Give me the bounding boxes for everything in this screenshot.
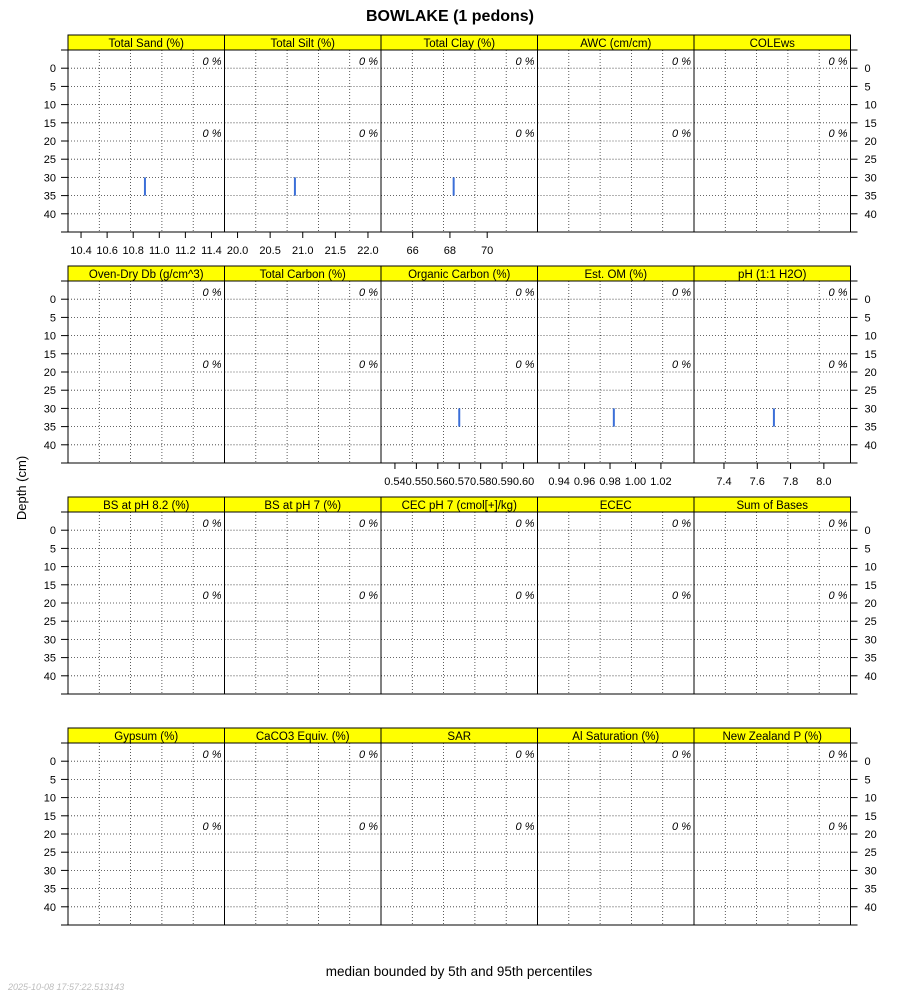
- depth-tick-label-left: 25: [43, 385, 56, 398]
- percent-label: 0 %: [828, 359, 848, 371]
- panel-strip-label: Total Silt (%): [270, 38, 336, 50]
- depth-tick-label-left: 35: [43, 883, 56, 896]
- depth-tick-label-right: 35: [864, 190, 877, 203]
- panel-strip-label: BS at pH 7 (%): [264, 500, 342, 512]
- percent-label: 0 %: [828, 287, 848, 299]
- x-tick-label: 20.0: [226, 245, 249, 257]
- depth-tick-label-left: 10: [43, 792, 56, 805]
- percent-label: 0 %: [515, 518, 535, 530]
- percent-label: 0 %: [515, 749, 535, 761]
- depth-tick-label-left: 10: [43, 99, 56, 112]
- depth-tick-label-left: 20: [43, 829, 56, 841]
- depth-tick-label-right: 25: [864, 385, 877, 398]
- depth-tick-label-right: 40: [864, 670, 877, 683]
- depth-tick-label-left: 10: [43, 330, 56, 343]
- depth-tick-label-right: 30: [864, 865, 877, 878]
- percent-label: 0 %: [672, 821, 691, 833]
- depth-tick-label-left: 0: [49, 756, 56, 769]
- depth-tick-label-right: 30: [864, 403, 877, 416]
- percent-label: 0 %: [515, 128, 535, 140]
- depth-tick-label-right: 20: [864, 136, 877, 148]
- depth-tick-label-right: 10: [864, 99, 877, 112]
- percent-label: 0 %: [359, 287, 378, 299]
- panel-strip-label: AWC (cm/cm): [580, 38, 652, 50]
- depth-tick-label-right: 30: [864, 634, 877, 647]
- percent-label: 0 %: [359, 128, 378, 140]
- x-tick-label: 11.2: [175, 245, 196, 257]
- depth-tick-label-right: 25: [864, 847, 877, 860]
- depth-tick-label-left: 0: [49, 63, 56, 76]
- depth-tick-label-left: 0: [49, 294, 56, 307]
- panel-strip-label: Total Sand (%): [108, 38, 184, 50]
- depth-tick-label-right: 40: [864, 439, 877, 452]
- x-tick-label: 7.6: [749, 476, 765, 488]
- depth-tick-label-right: 30: [864, 172, 877, 185]
- x-tick-label: 0.56: [427, 476, 449, 488]
- panel-strip-label: COLEws: [749, 38, 795, 50]
- depth-tick-label-right: 10: [864, 561, 877, 574]
- x-tick-label: 0.58: [469, 476, 492, 488]
- panel-strip-label: Total Clay (%): [423, 38, 496, 50]
- depth-tick-label-left: 35: [43, 421, 56, 434]
- panel-strip-label: Organic Carbon (%): [408, 269, 511, 281]
- x-tick-label: 0.57: [448, 476, 470, 488]
- depth-tick-label-right: 5: [864, 81, 871, 94]
- percent-label: 0 %: [359, 821, 378, 833]
- depth-tick-label-left: 5: [49, 312, 56, 325]
- panel-strip-label: BS at pH 8.2 (%): [103, 500, 190, 512]
- percent-label: 0 %: [672, 287, 691, 299]
- x-tick-label: 0.54: [384, 476, 406, 488]
- y-axis-title: Depth (cm): [14, 455, 29, 521]
- percent-label: 0 %: [202, 590, 222, 602]
- depth-tick-label-right: 0: [864, 756, 871, 769]
- depth-tick-label-right: 25: [864, 154, 877, 167]
- x-tick-label: 70: [481, 245, 494, 257]
- depth-tick-label-left: 15: [43, 579, 56, 592]
- percent-label: 0 %: [828, 518, 848, 530]
- percent-label: 0 %: [359, 518, 378, 530]
- depth-tick-label-right: 15: [864, 117, 877, 130]
- depth-tick-label-right: 35: [864, 883, 877, 896]
- depth-tick-label-left: 5: [49, 774, 56, 787]
- x-tick-label: 0.55: [405, 476, 428, 488]
- depth-tick-label-right: 40: [864, 208, 877, 221]
- depth-tick-label-left: 30: [43, 403, 56, 416]
- percent-label: 0 %: [828, 749, 848, 761]
- percent-label: 0 %: [359, 359, 378, 371]
- percent-label: 0 %: [515, 821, 535, 833]
- x-tick-label: 10.6: [96, 245, 118, 257]
- percent-label: 0 %: [359, 590, 378, 602]
- percent-label: 0 %: [515, 359, 535, 371]
- x-tick-label: 7.4: [716, 476, 732, 488]
- x-tick-label: 10.4: [70, 245, 92, 257]
- percent-label: 0 %: [672, 749, 691, 761]
- depth-tick-label-left: 30: [43, 865, 56, 878]
- panel-strip-label: Est. OM (%): [584, 269, 648, 281]
- depth-tick-label-right: 0: [864, 294, 871, 307]
- x-tick-label: 20.5: [259, 245, 281, 257]
- depth-tick-label-left: 5: [49, 81, 56, 94]
- depth-tick-label-left: 25: [43, 847, 56, 860]
- percent-label: 0 %: [202, 128, 222, 140]
- depth-tick-label-left: 40: [43, 901, 56, 914]
- depth-tick-label-left: 40: [43, 208, 56, 221]
- percent-label: 0 %: [202, 359, 222, 371]
- x-tick-label: 0.98: [599, 476, 621, 488]
- panel-strip-label: New Zealand P (%): [722, 731, 822, 743]
- depth-tick-label-right: 15: [864, 810, 877, 823]
- percent-label: 0 %: [515, 590, 535, 602]
- percent-label: 0 %: [672, 56, 691, 68]
- chart-caption: median bounded by 5th and 95th percentiles: [325, 964, 593, 979]
- depth-tick-label-left: 25: [43, 154, 56, 167]
- percent-label: 0 %: [202, 518, 222, 530]
- depth-tick-label-right: 25: [864, 616, 877, 629]
- depth-tick-label-left: 5: [49, 543, 56, 556]
- panel-strip-label: Oven-Dry Db (g/cm^3): [88, 269, 204, 281]
- depth-tick-label-left: 30: [43, 634, 56, 647]
- percent-label: 0 %: [828, 56, 848, 68]
- x-tick-label: 68: [443, 245, 457, 257]
- percent-label: 0 %: [828, 590, 848, 602]
- percent-label: 0 %: [202, 749, 222, 761]
- depth-tick-label-right: 10: [864, 330, 877, 343]
- percent-label: 0 %: [359, 749, 378, 761]
- panel-strip-label: CaCO3 Equiv. (%): [255, 731, 350, 743]
- percent-label: 0 %: [672, 128, 691, 140]
- x-tick-label: 1.02: [650, 476, 672, 488]
- depth-tick-label-left: 20: [43, 598, 56, 610]
- depth-tick-label-left: 40: [43, 670, 56, 683]
- panel-strip-label: Al Saturation (%): [572, 731, 660, 743]
- depth-tick-label-right: 20: [864, 598, 877, 610]
- percent-label: 0 %: [672, 359, 691, 371]
- depth-tick-label-right: 35: [864, 652, 877, 665]
- depth-tick-label-right: 0: [864, 63, 871, 76]
- depth-tick-label-left: 20: [43, 367, 56, 379]
- percent-label: 0 %: [359, 56, 378, 68]
- panel-strip-label: Gypsum (%): [114, 731, 179, 743]
- percent-label: 0 %: [515, 287, 535, 299]
- depth-tick-label-left: 25: [43, 616, 56, 629]
- depth-tick-label-left: 15: [43, 117, 56, 130]
- panel-strip-label: CEC pH 7 (cmol[+]/kg): [401, 500, 517, 512]
- percent-label: 0 %: [515, 56, 535, 68]
- depth-tick-label-left: 30: [43, 172, 56, 185]
- timestamp: 2025-10-08 17:57:22.513143: [8, 982, 125, 992]
- percent-label: 0 %: [202, 821, 222, 833]
- x-tick-label: 66: [406, 245, 419, 257]
- percent-label: 0 %: [672, 590, 691, 602]
- panel-strip-label: ECEC: [599, 500, 632, 512]
- x-tick-label: 7.8: [782, 476, 799, 488]
- depth-tick-label-right: 0: [864, 525, 871, 538]
- x-tick-label: 11.0: [148, 245, 170, 257]
- depth-tick-label-right: 15: [864, 348, 877, 361]
- depth-tick-label-left: 0: [49, 525, 56, 538]
- depth-tick-label-left: 10: [43, 561, 56, 574]
- depth-tick-label-right: 40: [864, 901, 877, 914]
- percent-label: 0 %: [828, 128, 848, 140]
- x-tick-label: 8.0: [816, 476, 832, 488]
- depth-tick-label-right: 10: [864, 792, 877, 805]
- panel-strip-label: Sum of Bases: [736, 500, 809, 512]
- x-tick-label: 0.60: [512, 476, 535, 488]
- panel-strip-label: Total Carbon (%): [259, 269, 346, 281]
- depth-tick-label-left: 15: [43, 810, 56, 823]
- x-tick-label: 21.5: [324, 245, 347, 257]
- depth-tick-label-left: 35: [43, 652, 56, 665]
- panel-strip-label: SAR: [447, 731, 472, 743]
- percent-label: 0 %: [202, 287, 222, 299]
- depth-tick-label-left: 20: [43, 136, 56, 148]
- depth-tick-label-right: 15: [864, 579, 877, 592]
- x-tick-label: 22.0: [357, 245, 379, 257]
- x-tick-label: 0.96: [573, 476, 596, 488]
- depth-tick-label-right: 20: [864, 829, 877, 841]
- depth-tick-label-right: 5: [864, 312, 871, 325]
- x-tick-label: 1.00: [624, 476, 647, 488]
- percent-label: 0 %: [202, 56, 222, 68]
- depth-tick-label-right: 35: [864, 421, 877, 434]
- depth-tick-label-right: 20: [864, 367, 877, 379]
- x-tick-label: 10.8: [122, 245, 144, 257]
- depth-tick-label-right: 5: [864, 543, 871, 556]
- x-tick-label: 11.4: [201, 245, 222, 257]
- depth-tick-label-left: 35: [43, 190, 56, 203]
- panel-strip-label: pH (1:1 H2O): [738, 269, 807, 281]
- depth-tick-label-right: 5: [864, 774, 871, 787]
- x-tick-label: 21.0: [292, 245, 314, 257]
- percent-label: 0 %: [828, 821, 848, 833]
- percent-label: 0 %: [672, 518, 691, 530]
- x-tick-label: 0.94: [548, 476, 570, 488]
- x-tick-label: 0.59: [491, 476, 513, 488]
- depth-tick-label-left: 40: [43, 439, 56, 452]
- chart-title: BOWLAKE (1 pedons): [366, 8, 534, 25]
- depth-tick-label-left: 15: [43, 348, 56, 361]
